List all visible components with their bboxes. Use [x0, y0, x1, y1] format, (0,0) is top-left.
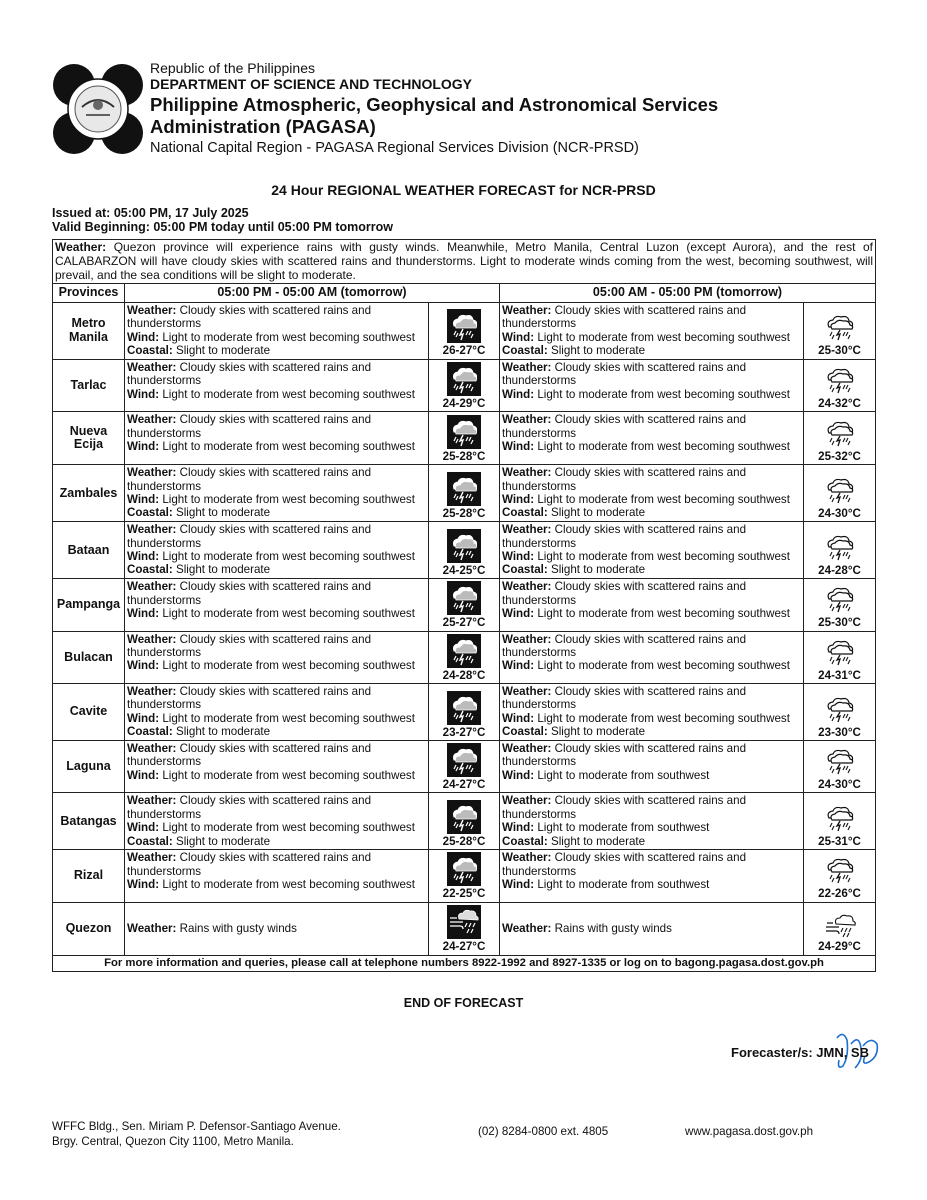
period2-description — [500, 302, 804, 359]
period2-icon-cell — [804, 522, 876, 579]
coastal-condition: Coastal: Slight to moderate — [127, 563, 271, 577]
weather-condition: Weather: Rains with gusty winds — [127, 922, 297, 936]
period1-icon-cell — [429, 359, 500, 411]
wind-condition: Wind: Light to moderate from west becoming southwest — [502, 387, 790, 401]
website-link[interactable]: www.pagasa.dost.gov.ph — [685, 1125, 814, 1138]
weather-condition: Weather: Cloudy skies with scattered rains and thunderstorms — [502, 685, 747, 712]
department-text: DEPARTMENT OF SCIENCE AND TECHNOLOGY — [150, 76, 473, 92]
rain-thunderstorm-icon — [823, 695, 857, 725]
period2-icon-cell — [804, 302, 876, 359]
wind-condition: Wind: Light to moderate from west becoming southwest — [127, 821, 415, 835]
wind-condition: Wind: Light to moderate from west becoming southwest — [502, 550, 790, 564]
province-name: Zambales — [53, 465, 125, 522]
period1-icon-cell — [429, 465, 500, 522]
forecast-row — [53, 793, 876, 850]
period2-icon-cell — [804, 684, 876, 741]
period2-temperature: 23-30°C — [818, 725, 861, 739]
coastal-condition: Coastal: Slight to moderate — [502, 506, 646, 520]
rain-wind-icon — [447, 905, 481, 939]
rain-thunderstorm-icon — [447, 472, 481, 506]
column-header-row — [53, 284, 876, 302]
forecast-row — [53, 302, 876, 359]
period2-icon-cell — [804, 741, 876, 793]
period2-description — [500, 741, 804, 793]
period2-icon-cell — [804, 579, 876, 631]
period2-description — [500, 522, 804, 579]
period2-temperature: 24-31°C — [818, 668, 861, 682]
province-name: Quezon — [53, 902, 125, 955]
rain-wind-icon — [823, 913, 857, 939]
province-name: Bulacan — [53, 631, 125, 683]
wind-condition: Wind: Light to moderate from west becoming southwest — [502, 440, 790, 454]
weather-condition: Weather: Cloudy skies with scattered rains and thunderstorms — [502, 303, 747, 331]
rain-thunderstorm-icon — [447, 743, 481, 777]
wind-condition: Wind: Light to moderate from southwest — [502, 821, 710, 835]
wind-condition: Wind: Light to moderate from west becoming southwest — [127, 330, 415, 344]
province-name: Laguna — [53, 741, 125, 793]
weather-condition: Weather: Cloudy skies with scattered rains and thunderstorms — [502, 413, 747, 440]
period2-icon-cell — [804, 359, 876, 411]
rain-thunderstorm-icon — [447, 691, 481, 725]
period2-description — [500, 850, 804, 902]
coastal-condition: Coastal: Slight to moderate — [502, 725, 646, 739]
period2-description — [500, 793, 804, 850]
rain-thunderstorm-icon — [823, 856, 857, 886]
rain-thunderstorm-icon — [823, 366, 857, 396]
rain-thunderstorm-icon — [447, 634, 481, 668]
weather-summary: Weather: Quezon province will experience rains with gusty winds. Meanwhile, Metro Manila, Central Luzon (except Aurora), and the rest of CALABARZON will have cloudy skies with scattered rains and thunderstorms. Light to moderate winds coming from the west, becoming southwest, will prevail, and the sea conditions will be slight to moderate. — [53, 240, 876, 284]
end-of-forecast: END OF FORECAST — [403, 996, 524, 1010]
period1-description — [125, 412, 429, 465]
rain-thunderstorm-icon — [823, 585, 857, 615]
weather-condition: Weather: Cloudy skies with scattered rains and thunderstorms — [127, 580, 372, 607]
period2-description — [500, 631, 804, 683]
period2-temperature: 25-32°C — [818, 449, 861, 463]
wind-condition: Wind: Light to moderate from west becoming southwest — [127, 878, 415, 892]
agency-name-2: Administration (PAGASA) — [150, 116, 376, 137]
weather-condition: Weather: Cloudy skies with scattered rains and thunderstorms — [127, 742, 372, 769]
wind-condition: Wind: Light to moderate from west becoming southwest — [127, 607, 415, 621]
period1-temperature: 24-29°C — [442, 396, 486, 410]
weather-condition: Weather: Cloudy skies with scattered rains and thunderstorms — [127, 685, 372, 712]
coastal-condition: Coastal: Slight to moderate — [127, 344, 271, 358]
period1-icon-cell — [429, 631, 500, 683]
wind-condition: Wind: Light to moderate from west becoming southwest — [127, 659, 415, 673]
wind-condition: Wind: Light to moderate from west becoming southwest — [502, 607, 790, 621]
weather-condition: Weather: Cloudy skies with scattered rains and thunderstorms — [502, 632, 747, 660]
period1-temperature: 25-28°C — [442, 835, 486, 849]
letterhead — [52, 60, 872, 160]
period2-description — [500, 359, 804, 411]
wind-condition: Wind: Light to moderate from southwest — [502, 768, 710, 782]
coastal-condition: Coastal: Slight to moderate — [127, 506, 271, 520]
period2-description — [500, 412, 804, 465]
period2-temperature: 24-30°C — [818, 506, 861, 520]
coastal-condition: Coastal: Slight to moderate — [502, 563, 646, 577]
rain-thunderstorm-icon — [447, 529, 481, 563]
period1-icon-cell — [429, 850, 500, 902]
period1-temperature: 24-27°C — [442, 940, 486, 954]
period1-description — [125, 902, 429, 955]
period1-description — [125, 684, 429, 741]
forecast-row — [53, 522, 876, 579]
valid-beginning: Valid Beginning: 05:00 PM today until 05:00 PM tomorrow — [52, 220, 394, 234]
rain-thunderstorm-icon — [447, 581, 481, 615]
period1-temperature: 24-28°C — [442, 668, 486, 682]
rain-thunderstorm-icon — [447, 362, 481, 396]
forecast-table — [52, 239, 876, 972]
rain-thunderstorm-icon — [447, 309, 481, 343]
period2-temperature: 24-28°C — [818, 563, 861, 577]
period2-temperature: 24-32°C — [818, 396, 861, 410]
rain-thunderstorm-icon — [823, 419, 857, 449]
forecast-row — [53, 902, 876, 955]
province-name: Rizal — [53, 850, 125, 902]
forecast-row — [53, 850, 876, 902]
wind-condition: Wind: Light to moderate from west becoming southwest — [502, 711, 790, 725]
wind-condition: Wind: Light to moderate from southwest — [502, 878, 710, 892]
rain-thunderstorm-icon — [823, 476, 857, 506]
period1-description — [125, 302, 429, 359]
forecast-row — [53, 359, 876, 411]
period2-temperature: 22-26°C — [818, 887, 861, 901]
weather-condition: Weather: Rains with gusty winds — [502, 922, 672, 936]
period2-header: 05:00 AM - 05:00 PM (tomorrow) — [500, 284, 876, 302]
period2-description — [500, 465, 804, 522]
period2-icon-cell — [804, 850, 876, 902]
period1-temperature: 25-28°C — [442, 506, 486, 520]
period2-icon-cell — [804, 465, 876, 522]
period1-temperature: 26-27°C — [442, 344, 486, 358]
rain-thunderstorm-icon — [823, 638, 857, 668]
province-name: Tarlac — [53, 359, 125, 411]
period1-temperature: 24-25°C — [442, 563, 486, 577]
period1-icon-cell — [429, 793, 500, 850]
province-name: Batangas — [53, 793, 125, 850]
period2-description — [500, 579, 804, 631]
forecast-row — [53, 412, 876, 465]
province-name: Pampanga — [53, 579, 125, 631]
weather-condition: Weather: Cloudy skies with scattered rains and thunderstorms — [502, 360, 747, 388]
period1-description — [125, 359, 429, 411]
rain-thunderstorm-icon — [447, 800, 481, 834]
period1-icon-cell — [429, 522, 500, 579]
period1-icon-cell — [429, 902, 500, 955]
period1-description — [125, 465, 429, 522]
period1-description — [125, 741, 429, 793]
period2-icon-cell — [804, 902, 876, 955]
period1-icon-cell — [429, 684, 500, 741]
weather-condition: Weather: Cloudy skies with scattered rains and thunderstorms — [127, 360, 372, 388]
period2-description — [500, 684, 804, 741]
coastal-condition: Coastal: Slight to moderate — [127, 725, 271, 739]
issued-at: Issued at: 05:00 PM, 17 July 2025 — [52, 206, 249, 220]
wind-condition: Wind: Light to moderate from west becoming southwest — [127, 550, 415, 564]
contact-info-row — [53, 955, 876, 971]
period2-temperature: 25-31°C — [818, 835, 861, 849]
forecast-row — [53, 579, 876, 631]
period2-icon-cell — [804, 793, 876, 850]
issue-info — [52, 206, 393, 234]
forecast-row — [53, 741, 876, 793]
weather-condition: Weather: Cloudy skies with scattered rains and thunderstorms — [502, 466, 747, 493]
weather-condition: Weather: Cloudy skies with scattered rains and thunderstorms — [127, 632, 372, 660]
period1-temperature: 25-28°C — [442, 449, 486, 463]
province-name: Cavite — [53, 684, 125, 741]
provinces-header: Provinces — [53, 284, 125, 302]
period2-temperature: 25-30°C — [818, 344, 861, 358]
period1-description — [125, 522, 429, 579]
wind-condition: Wind: Light to moderate from west becoming southwest — [127, 768, 415, 782]
republic-text: Republic of the Philippines — [150, 60, 315, 76]
forecast-row — [53, 684, 876, 741]
province-name: Nueva Ecija — [53, 412, 125, 465]
province-name: Metro Manila — [53, 302, 125, 359]
forecast-title: 24 Hour REGIONAL WEATHER FORECAST for NCR-PRSD — [271, 182, 656, 198]
period2-temperature: 24-30°C — [818, 778, 861, 792]
period2-temperature: 24-29°C — [818, 940, 861, 954]
rain-thunderstorm-icon — [447, 415, 481, 449]
period1-temperature: 22-25°C — [442, 887, 486, 901]
wind-condition: Wind: Light to moderate from west becoming southwest — [502, 330, 790, 344]
rain-thunderstorm-icon — [823, 533, 857, 563]
agency-name: Philippine Atmospheric, Geophysical and Astronomical Services — [150, 94, 719, 115]
period1-temperature: 24-27°C — [442, 778, 486, 792]
period1-description — [125, 850, 429, 902]
weather-condition: Weather: Cloudy skies with scattered rains and thunderstorms — [127, 303, 372, 331]
period2-icon-cell — [804, 631, 876, 683]
pagasa-dost-logo-icon — [52, 63, 144, 155]
weather-condition: Weather: Cloudy skies with scattered rains and thunderstorms — [502, 580, 747, 607]
period1-icon-cell — [429, 741, 500, 793]
office-phone: (02) 8284-0800 ext. 4805 — [478, 1125, 609, 1138]
weather-condition: Weather: Cloudy skies with scattered rains and thunderstorms — [127, 413, 372, 440]
rain-thunderstorm-icon — [447, 852, 481, 886]
office-address: WFFC Bldg., Sen. Miriam P. Defensor-Santiago Avenue. Brgy. Central, Quezon City 1100, Metro Manila. — [52, 1120, 341, 1148]
weather-condition: Weather: Cloudy skies with scattered rains and thunderstorms — [127, 523, 372, 550]
weather-condition: Weather: Cloudy skies with scattered rains and thunderstorms — [502, 794, 747, 821]
contact-info-note: For more information and queries, please call at telephone numbers 8922-1992 and 8927-1335 or log on to bagong.pagasa.dost.gov.ph — [53, 955, 876, 971]
period2-icon-cell — [804, 412, 876, 465]
period1-temperature: 25-27°C — [442, 616, 486, 630]
period1-description — [125, 793, 429, 850]
wind-condition: Wind: Light to moderate from west becoming southwest — [127, 711, 415, 725]
wind-condition: Wind: Light to moderate from west becoming southwest — [502, 493, 790, 507]
weather-condition: Weather: Cloudy skies with scattered rains and thunderstorms — [502, 742, 747, 769]
division-text: National Capital Region - PAGASA Regional Services Division (NCR-PRSD) — [150, 140, 639, 156]
weather-condition: Weather: Cloudy skies with scattered rains and thunderstorms — [502, 523, 747, 550]
forecaster-names: Forecaster/s: JMN, SB — [731, 1045, 869, 1060]
period1-header: 05:00 PM - 05:00 AM (tomorrow) — [125, 284, 500, 302]
weather-summary-row — [53, 240, 876, 284]
coastal-condition: Coastal: Slight to moderate — [502, 344, 646, 358]
forecast-row — [53, 631, 876, 683]
period1-icon-cell — [429, 579, 500, 631]
coastal-condition: Coastal: Slight to moderate — [127, 834, 271, 848]
wind-condition: Wind: Light to moderate from west becoming southwest — [127, 387, 415, 401]
weather-condition: Weather: Cloudy skies with scattered rains and thunderstorms — [127, 466, 372, 493]
coastal-condition: Coastal: Slight to moderate — [502, 834, 646, 848]
period1-icon-cell — [429, 302, 500, 359]
wind-condition: Wind: Light to moderate from west becoming southwest — [502, 659, 790, 673]
period2-temperature: 25-30°C — [818, 616, 861, 630]
period1-description — [125, 579, 429, 631]
period1-icon-cell — [429, 412, 500, 465]
rain-thunderstorm-icon — [823, 747, 857, 777]
forecast-row — [53, 465, 876, 522]
rain-thunderstorm-icon — [823, 804, 857, 834]
period1-description — [125, 631, 429, 683]
period2-description — [500, 902, 804, 955]
province-name: Bataan — [53, 522, 125, 579]
wind-condition: Wind: Light to moderate from west becoming southwest — [127, 440, 415, 454]
period1-temperature: 23-27°C — [442, 725, 486, 739]
wind-condition: Wind: Light to moderate from west becoming southwest — [127, 493, 415, 507]
weather-condition: Weather: Cloudy skies with scattered rains and thunderstorms — [127, 794, 372, 821]
rain-thunderstorm-icon — [823, 313, 857, 343]
weather-condition: Weather: Cloudy skies with scattered rains and thunderstorms — [502, 851, 747, 878]
weather-condition: Weather: Cloudy skies with scattered rains and thunderstorms — [127, 851, 372, 878]
